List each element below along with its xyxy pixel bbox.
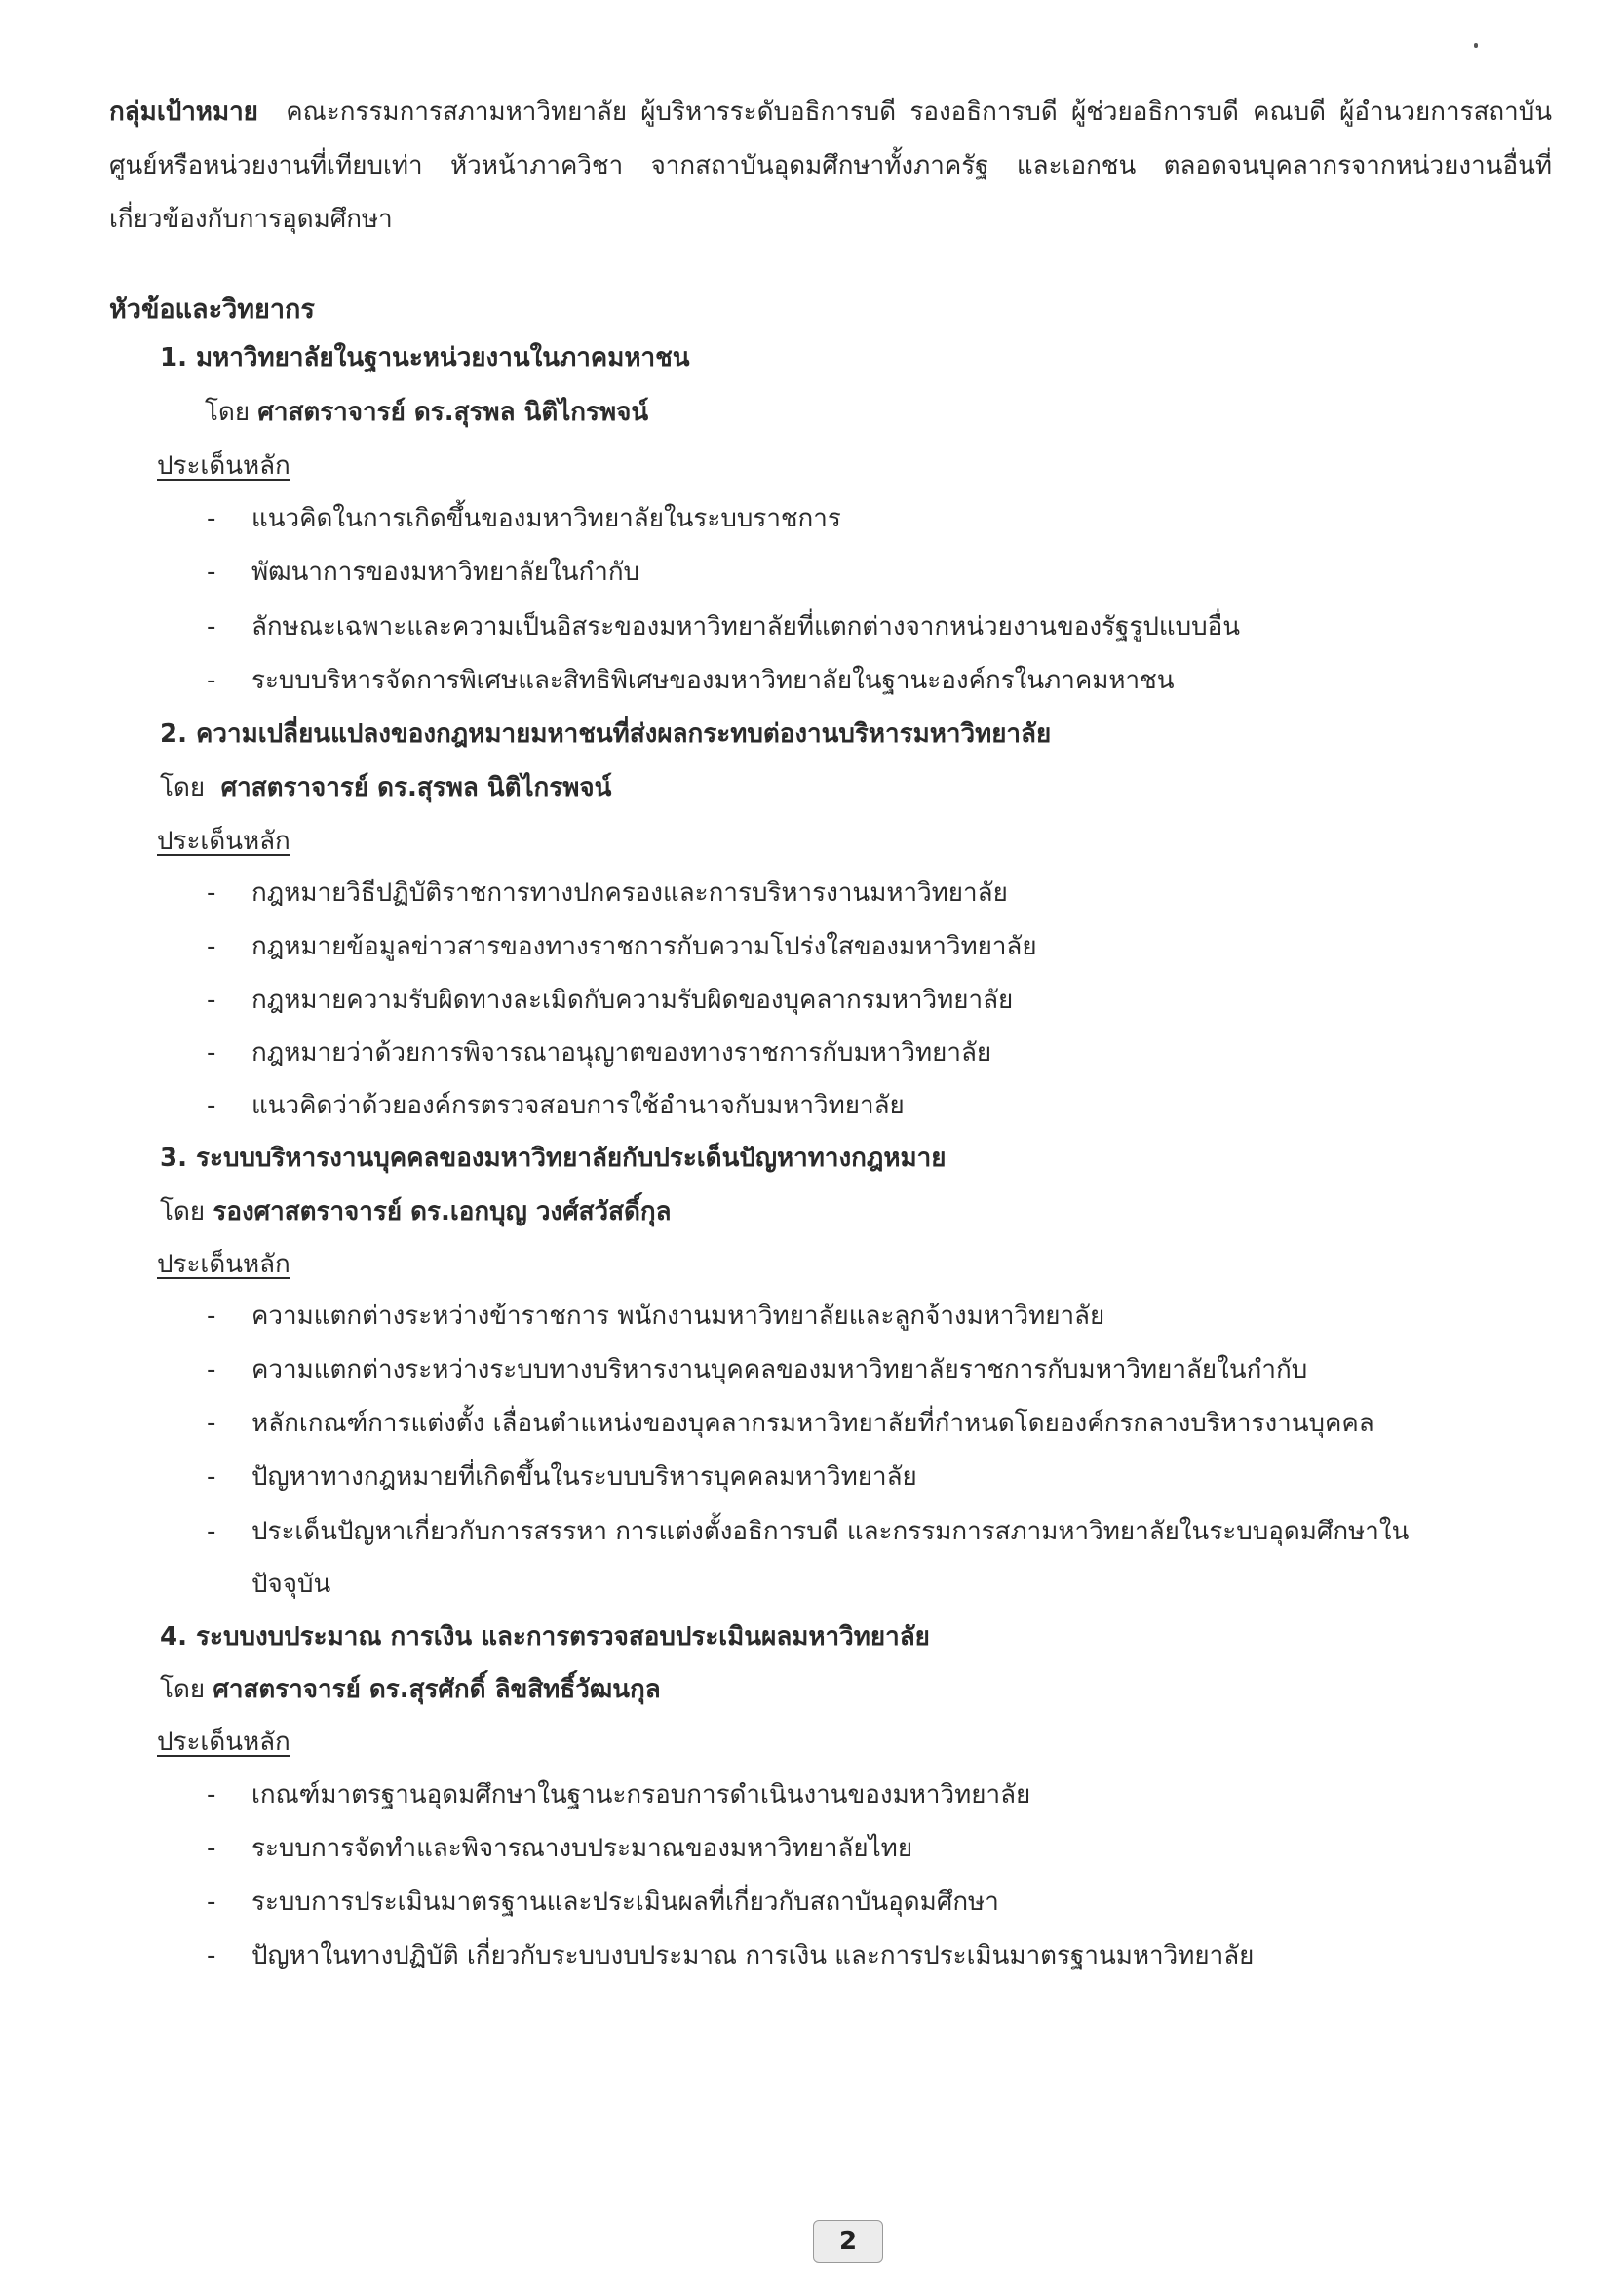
point-text: เกณฑ์มาตรฐานอุดมศึกษาในฐานะกรอบการดำเนินงานของมหาวิทยาลัย [251,1780,1031,1809]
topic-4-point [207,1936,1254,1975]
bullet-dash: - [207,612,216,642]
topic-2-speaker-line [160,768,611,807]
bullet-dash: - [207,1462,216,1492]
topic-1-point [207,661,1175,700]
topic-4-point [207,1775,1030,1814]
topic-4-points-label: ประเด็นหลัก [157,1728,290,1757]
bullet-dash: - [207,558,216,587]
topic-1-speaker-line [205,393,648,432]
topic-4-point [207,1883,999,1922]
bullet-dash: - [207,1941,216,1970]
bullet-dash: - [207,1834,216,1863]
bullet-dash: - [207,666,216,695]
point-text: กฎหมายข้อมูลข่าวสารของทางราชการกับความโปร่งใสของมหาวิทยาลัย [251,932,1037,961]
point-text: ระบบการประเมินมาตรฐานและประเมินผลที่เกี่ยวกับสถาบันอุดมศึกษา [251,1887,999,1917]
bullet-dash: - [207,1038,216,1068]
point-text: ลักษณะเฉพาะและความเป็นอิสระของมหาวิทยาลัยที่แตกต่างจากหน่วยงานของรัฐรูปแบบอื่น [251,612,1240,642]
topic-2-point [207,1033,991,1072]
bullet-dash: - [207,1302,216,1331]
point-text: แนวคิดว่าด้วยองค์กรตรวจสอบการใช้อำนาจกับมหาวิทยาลัย [251,1091,905,1120]
topic-1-title: 1. มหาวิทยาลัยในฐานะหน่วยงานในภาคมหาชน [160,343,690,372]
target-group-label: กลุ่มเป้าหมาย [109,97,258,127]
bullet-dash: - [207,504,216,533]
target-group-paragraph [109,86,1552,247]
bullet-dash: - [207,986,216,1015]
point-text: ระบบบริหารจัดการพิเศษและสิทธิพิเศษของมหาวิทยาลัยในฐานะองค์กรในภาคมหาชน [251,666,1175,695]
topic-3-speaker-line [160,1192,672,1231]
topic-4-speaker: ศาสตราจารย์ ดร.สุรศักดิ์ ลิขสิทธิ์วัฒนกุล [213,1675,661,1704]
scan-speck [1474,43,1478,48]
topic-2-points-label: ประเด็นหลัก [157,827,290,856]
topic-2-speaker: ศาสตราจารย์ ดร.สุรพล นิติไกรพจน์ [220,773,612,802]
bullet-dash: - [207,1355,216,1384]
topic-3-title: 3. ระบบบริหารงานบุคคลของมหาวิทยาลัยกับประเด็นปัญหาทางกฎหมาย [160,1144,947,1173]
topic-1-point [207,607,1240,646]
point-text: ความแตกต่างระหว่างข้าราชการ พนักงานมหาวิทยาลัยและลูกจ้างมหาวิทยาลัย [251,1302,1105,1331]
topic-3-point [207,1350,1307,1389]
point-text: ปัญหาทางกฎหมายที่เกิดขึ้นในระบบบริหารบุคคลมหาวิทยาลัย [251,1462,917,1492]
bullet-dash: - [207,1517,216,1546]
bullet-dash: - [207,1091,216,1120]
target-group-text: คณะกรรมการสภามหาวิทยาลัย ผู้บริหารระดับอธิการบดี รองอธิการบดี ผู้ช่วยอธิการบดี คณบดี ผู้อำนวยการสถาบัน ศูนย์หรือหน่วยงานที่เทียบเท่า หัวหน้าภาควิชา จากสถาบันอุดมศึกษาทั้งภาครัฐ และเอกชน ตลอดจนบุคลากรจากหน่วยงานอื่นที่เกี่ยวข้องกับการอุดมศึกษา [109,97,1552,234]
point-text: แนวคิดในการเกิดขึ้นของมหาวิทยาลัยในระบบราชการ [251,504,841,533]
by-label: โดย [205,398,251,427]
topic-1-point [207,553,639,592]
point-text: ปัญหาในทางปฏิบัติ เกี่ยวกับระบบงบประมาณ การเงิน และการประเมินมาตรฐานมหาวิทยาลัย [251,1941,1255,1970]
topic-3-point-continuation: ปัจจุบัน [251,1570,331,1599]
topic-2-point [207,874,1008,913]
by-label: โดย [160,1675,206,1704]
topic-4-title: 4. ระบบงบประมาณ การเงิน และการตรวจสอบประเมินผลมหาวิทยาลัย [160,1622,930,1652]
topic-2-point [207,981,1013,1020]
by-label: โดย [160,773,206,802]
point-text: หลักเกณฑ์การแต่งตั้ง เลื่อนตำแหน่งของบุคลากรมหาวิทยาลัยที่กำหนดโดยองค์กรกลางบริหารงานบุคคล [251,1409,1374,1438]
topic-1-points-label: ประเด็นหลัก [157,451,290,481]
topic-4-speaker-line [160,1670,661,1709]
point-text: กฎหมายวิธีปฏิบัติราชการทางปกครองและการบริหารงานมหาวิทยาลัย [251,878,1008,908]
bullet-dash: - [207,1887,216,1917]
point-text: พัฒนาการของมหาวิทยาลัยในกำกับ [251,558,640,587]
topic-1-speaker: ศาสตราจารย์ ดร.สุรพล นิติไกรพจน์ [257,398,649,427]
point-text: ประเด็นปัญหาเกี่ยวกับการสรรหา การแต่งตั้งอธิการบดี และกรรมการสภามหาวิทยาลัยในระบบอุดมศึกษาใน [251,1517,1410,1546]
topics-heading: หัวข้อและวิทยากร [109,294,315,325]
bullet-dash: - [207,1409,216,1438]
topic-1-point [207,499,841,538]
bullet-dash: - [207,1780,216,1809]
bullet-dash: - [207,878,216,908]
point-text: ระบบการจัดทำและพิจารณางบประมาณของมหาวิทยาลัยไทย [251,1834,913,1863]
topic-4-point [207,1829,912,1868]
topic-3-point [207,1297,1104,1336]
point-text: กฎหมายว่าด้วยการพิจารณาอนุญาตของทางราชการกับมหาวิทยาลัย [251,1038,992,1068]
page-number: 2 [813,2220,883,2263]
topic-3-point [207,1404,1374,1443]
topic-2-point [207,1086,905,1125]
by-label: โดย [160,1197,206,1226]
topic-3-points-label: ประเด็นหลัก [157,1250,290,1279]
topic-3-point [207,1458,917,1497]
point-text: ความแตกต่างระหว่างระบบทางบริหารงานบุคคลของมหาวิทยาลัยราชการกับมหาวิทยาลัยในกำกับ [251,1355,1308,1384]
topic-3-point [207,1512,1409,1551]
topic-3-speaker: รองศาสตราจารย์ ดร.เอกบุญ วงศ์สวัสดิ์กุล [213,1197,672,1226]
bullet-dash: - [207,932,216,961]
point-text: กฎหมายความรับผิดทางละเมิดกับความรับผิดของบุคลากรมหาวิทยาลัย [251,986,1014,1015]
topic-2-point [207,927,1037,966]
topic-2-title: 2. ความเปลี่ยนแปลงของกฎหมายมหาชนที่ส่งผลกระทบต่องานบริหารมหาวิทยาลัย [160,720,1052,749]
